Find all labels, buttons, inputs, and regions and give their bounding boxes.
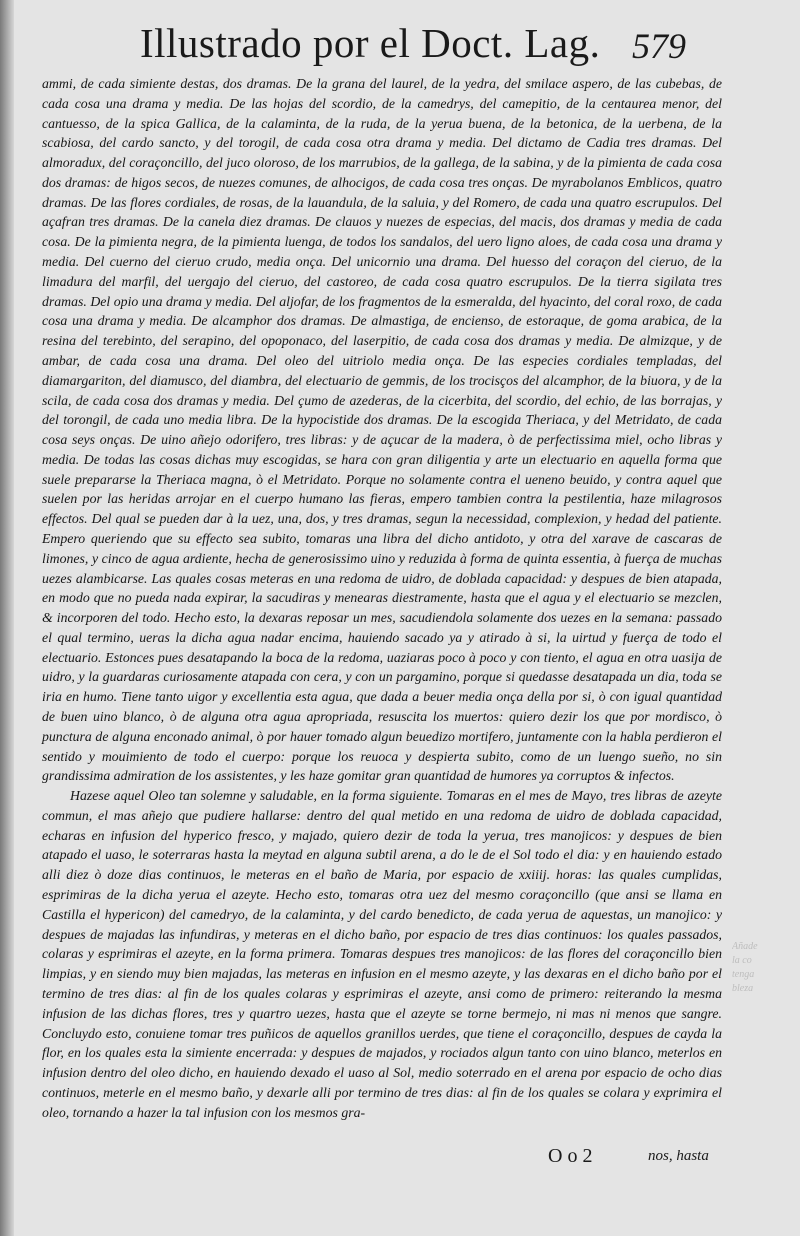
body-text <box>42 74 722 1122</box>
show-through-line: bleza <box>732 983 754 994</box>
paragraph-ingredients: ammi, de cada simiente destas, dos dramas. De la grana del laurel, de la yedra, del smilace aspero, de las cubebas, de cada cosa una drama y media. De las hojas del scordio, de la camedrys, del camepitio, de la centaurea menor, del cantuesso, de la spica Gallica, de la calaminta, de la ruda, de la yerua buena, de la betonica, de la uerbena, de la scabiosa, del cardo sancto, y del torogil, de cada cosa otra drama y media. Del dictamo de Cadia tres dramas. Del almoradux, del coraçoncillo, del juco oloroso, de los marrubios, de la gallega, de la sabina, y de la pimienta de cada cosa dos dramas: de higos secos, de nuezes comunes, de alhocigos, de cada cosa tres onças. De myrabolanos Emblicos, quatro dramas. De las flores cordiales, de rosas, de la lauandula, de la saluia, y del Romero, de cada una quatro escrupulos. Del açafran tres dramas. De la canela diez dramas. De clauos y nuezes de especias, del macis, dos dramas y media de cada cosa. De la pimienta negra, de la pimienta luenga, de todos los sandalos, del uero ligno aloes, de cada cosa una drama y media. Del cuerno del cieruo crudo, media onça. Del unicornio una drama. Del huesso del coraçon del cieruo, de la limadura del marfil, del uergajo del cieruo, del castoreo, de cada cosa quatro escrupulos. De la tierra sigilata tres dramas. Del opio una drama y media. Del aljofar, de los fragmentos de la esmeralda, del hyacinto, del coral roxo, de cada cosa una drama y media. De alcamphor dos dramas. De almastiga, de encienso, de estoraque, de goma arabica, de la resina del terebinto, del serapino, del opoponaco, del laserpitio, de cada cosa dos dramas y media. De almizque, y de ambar, de cada cosa una drama. Del oleo del uitriolo media onça. De las especies cordiales templadas, del diamargariton, del diamusco, del diambra, del electuario de gemmis, de los trocisços del alcamphor, de la biuora, y de la scila, de cada cosa dos dramas y media. Del çumo de azederas, de la cicerbita, del scordio, del echio, de las borrajas, y del torongil, de cada uno media libra. De la hypocistide dos dramas. De la escogida Theriaca, y del Metridato, de cada cosa seys onças. De uino añejo odorifero, tres libras: y de açucar de la madera, ò de perfectissima miel, ocho libras y media. De todas las cosas dichas muy escogidas, se hara con gran diligentia y arte un electuario en aquella forma que suele prepararse la Theriaca magna, ò el Metridato. Porque no solamente contra el ueneno beuido, y contra aquel que suelen por las heridas arrojar en el cuerpo humano las fieras, empero tambien contra la pestilentia, haze milagrosos effectos. Del qual se pueden dar à la uez, una, dos, y tres dramas, segun la necessidad, complexion, y hedad del patiente. Empero queriendo que su effecto sea subito, tomaras una libra del dicho antidoto, y otra del xarave de cascaras de limones, y cinco de agua ardiente, hecha de generosissimo uino y reduzida à forma de quinta essentia, à fuerça de muchas uezes alambicarse. Las quales cosas meteras en una redoma de uidro, de doblada capacidad: y despues de bien atapada, en modo que no pueda nada expirar, la sacudiras y menearas diestramente, hasta que el agua y el electuario se mezclen, & incorporen del todo. Hecho esto, la dexaras reposar un mes, sacudiendola solamente dos uezes en la semana: passado el qual termino, ueras la dicha agua nadar encima, hauiendo sacado ya y atirado à si, la uirtud y fuerça de todo el electuario. Estonces pues desatapando la boca de la redoma, uaziaras poco à poco y con tiento, el agua en otra uasija de uidro, y la guardaras curiosamente atapada con cera, y con un pargamino, porque si quedasse desatapada un dia, toda se iria en humo. Tiene tanto uigor y excellentia esta agua, que dada a beuer media onça della por si, ò con igual quantidad de buen uino blanco, ò de alguna otra agua apropriada, resuscita los muertos: quiero dezir los que por mordisco, ò punctura de alguna enconado animal, ò por hauer tomado algun beuedizo mortifero, juntamente con la habla perdieron el sentido y mouimiento de todo el cuerpo: porque los reuoca y despierta subito, como de un luengo sueño, no sin grandissima admiration de los assistentes, y les haze gomitar gran quantidad de humores ya corruptos & infectos. <box>42 76 722 784</box>
page-number: 579 <box>632 26 686 66</box>
catchword: nos, hasta <box>648 1148 709 1164</box>
page-gutter-shadow <box>0 0 14 1236</box>
show-through-line: tenga <box>732 969 755 980</box>
show-through-text <box>732 940 792 996</box>
show-through-line: Añade <box>732 941 758 952</box>
paragraph-oleo: Hazese aquel Oleo tan solemne y saludable, en la forma siguiente. Tomaras en el mes de Mayo, tres libras de azeyte commun, el mas añejo que pudiere hallarse: dentro del qual metido en una redoma de uidro de doblada capacidad, echaras en infusion del hyperico fresco, y majado, quiero dezir de toda la yerua, tres manojicos: y despues de bien atapado el uaso, le soterraras hasta la meytad en alguna subtil arena, a do le de el Sol todo el dia: y en hauiendo estado alli diez ò doze dias continuos, le meteras en el baño de Maria, por espacio de xxiiij. horas: las quales cumplidas, esprimiras de la dicha yerua el azeyte. Hecho esto, tomaras otra uez del mesmo coraçoncillo (que ansi se llama en Castilla el hypericon) del camedryo, de la calaminta, y del cardo benedicto, de cada yerua de aquestas, un manojico: y despues de majadas las infundiras, y meteras en el dicho baño, por espacio de tres dias continuos: los quales passados, colaras y esprimiras el azeyte, en la forma primera. Tomaras despues tres manojicos: de las flores del coraçoncillo bien limpias, y en siendo muy bien majadas, las meteras en infusion en el mesmo azeyte, y las dexaras en el dicho baño por el termino de tres dias: al fin de los quales colaras y esprimiras el azeyte, ansi como de primero: reiterando la mesma infusion de las dichas flores, tres y quartro uezes, hasta que el azeyte se torne bermejo, ni mas ni menos que sangre. Concluydo esto, conuiene tomar tres puñicos de aquellos granillos uerdes, que tiene el coraçoncillo, despues de cayda la flor, en los quales esta la simiente encerrada: y despues de majados, y rociados algun tanto con uino blanco, meterlos en infusion dentro del oleo dicho, en hauiendo dexado el uaso al Sol, medio soterrado en el arena por espacio de ocho dias continuos, meterle en el mesmo baño, y dexarle alli por termino de tres dias: al fin de los quales se colara y exprimira el oleo, tornando a hazer la tal infusion con los mesmos gra- <box>42 788 722 1120</box>
signature-mark: O o 2 <box>548 1145 593 1167</box>
show-through-line: la co <box>732 955 752 966</box>
running-head: Illustrado por el Doct. Lag. <box>140 20 601 66</box>
